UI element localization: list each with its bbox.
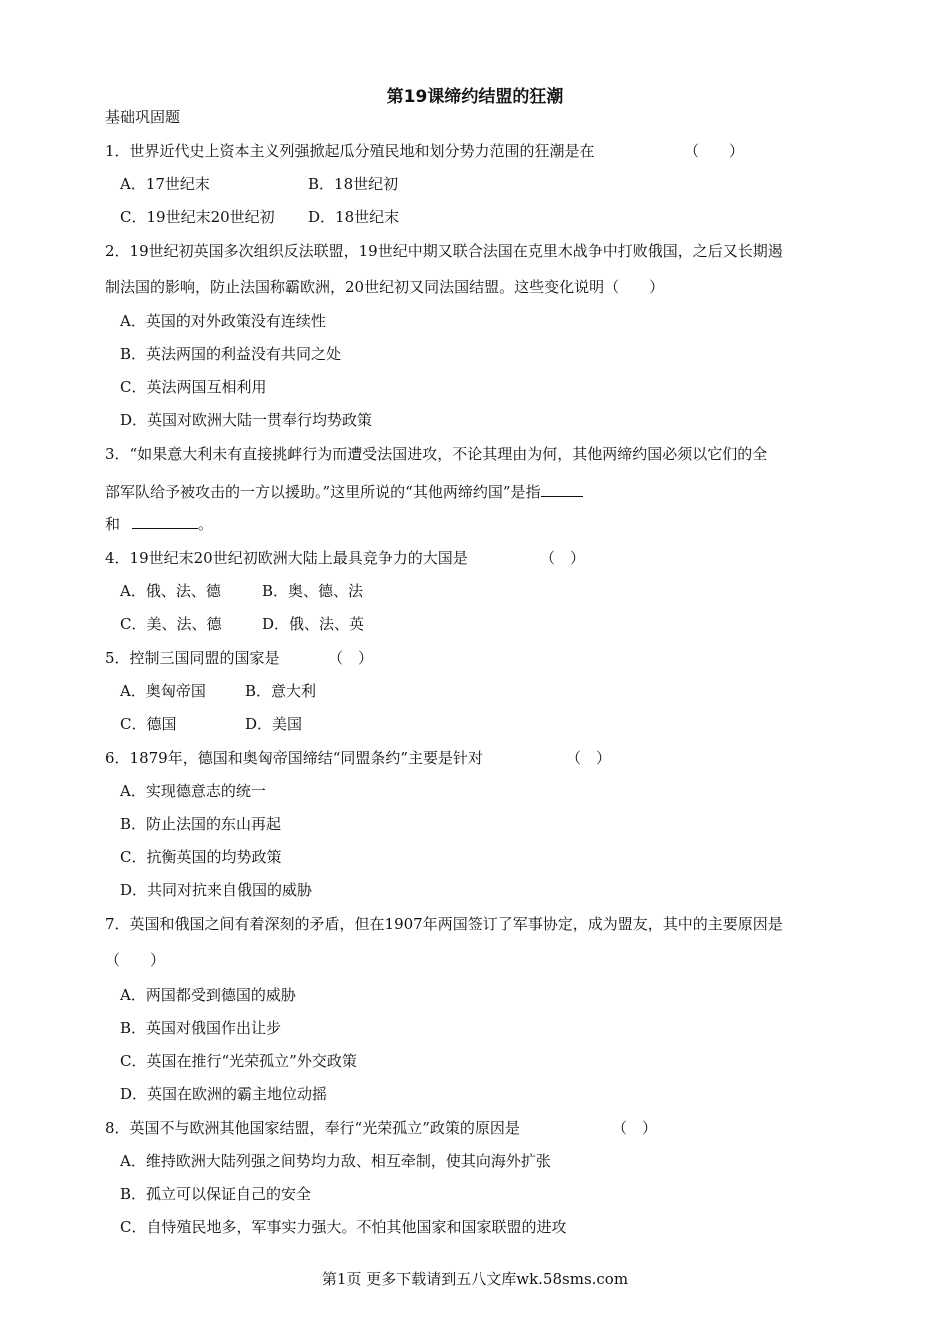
- question-7-answer-paren: （ ）: [105, 951, 166, 969]
- question-7-option-b: B．英国对俄国作出让步: [120, 1019, 282, 1037]
- question-6-option-a: A．实现德意志的统一: [120, 782, 266, 800]
- question-3-stem-line-3: 和 。: [105, 515, 214, 533]
- question-6-answer-paren: （ ）: [566, 749, 612, 767]
- question-8-answer-paren: （ ）: [612, 1119, 658, 1137]
- section-heading: 基础巩固题: [105, 108, 181, 126]
- question-8-stem: 8．英国不与欧洲其他国家结盟，奉行“光荣孤立”政策的原因是: [105, 1119, 520, 1137]
- question-4-answer-paren: （ ）: [540, 549, 586, 567]
- question-7-option-a: A．两国都受到德国的威胁: [120, 986, 296, 1004]
- question-6-option-b: B．防止法国的东山再起: [120, 815, 282, 833]
- question-5-option-b: B．意大利: [245, 682, 317, 700]
- question-1-option-d: D．18世纪末: [308, 208, 400, 226]
- question-5-option-d: D．美国: [245, 715, 303, 733]
- question-1-option-a: A．17世纪末: [120, 175, 210, 193]
- question-3-stem-line-2: [105, 482, 583, 502]
- question-5-option-c: C．德国: [120, 715, 177, 733]
- question-5-stem: 5．控制三国同盟的国家是: [105, 649, 280, 667]
- question-3-stem-line-1: 3．“如果意大利未有直接挑衅行为而遭受法国进攻，不论其理由为何，其他两缔约国必须以它们的全: [105, 445, 768, 463]
- question-3-blank-2: [132, 514, 198, 529]
- question-4-option-c: C．美、法、德: [120, 615, 222, 633]
- question-8-option-a: A．维持欧洲大陆列强之间势均力敌、相互牵制，使其向海外扩张: [120, 1152, 551, 1170]
- question-1-stem: [105, 141, 595, 161]
- question-7-option-d: D．英国在欧洲的霸主地位动摇: [120, 1085, 328, 1103]
- page-title: 第19课缔约结盟的狂潮: [386, 87, 564, 107]
- question-8-option-c: C．自恃殖民地多，军事实力强大。不怕其他国家和国家联盟的进攻: [120, 1218, 567, 1236]
- question-2-option-d: D．英国对欧洲大陆一贯奉行均势政策: [120, 411, 373, 429]
- question-1-answer-paren: （ ）: [684, 142, 745, 160]
- question-8-option-b: B．孤立可以保证自己的安全: [120, 1185, 312, 1203]
- page-footer: 第1页 更多下载请到五八文库wk.58sms.com: [321, 1270, 629, 1288]
- question-2-stem-line-1: 2．19世纪初英国多次组织反法联盟，19世纪中期又联合法国在克里木战争中打败俄国，之后又长期遏: [105, 242, 783, 260]
- question-1-text: 1．世界近代史上资本主义列强掀起瓜分殖民地和划分势力范围的狂潮是在: [105, 142, 595, 160]
- question-7-option-c: C．英国在推行“光荣孤立”外交政策: [120, 1052, 357, 1070]
- question-5-option-a: A．奥匈帝国: [120, 682, 206, 700]
- question-3-and: 和: [105, 515, 121, 533]
- question-3-text: 部军队给予被攻击的一方以援助。”这里所说的“其他两缔约国”是指: [105, 483, 541, 501]
- question-2-option-c: C．英法两国互相利用: [120, 378, 267, 396]
- question-5-answer-paren: （ ）: [328, 649, 374, 667]
- question-2-option-a: A．英国的对外政策没有连续性: [120, 312, 326, 330]
- question-6-option-c: C．抗衡英国的均势政策: [120, 848, 282, 866]
- question-1-option-b: B．18世纪初: [308, 175, 399, 193]
- question-4-option-b: B．奥、德、法: [262, 582, 364, 600]
- question-4-option-a: A．俄、法、德: [120, 582, 221, 600]
- question-6-option-d: D．共同对抗来自俄国的威胁: [120, 881, 313, 899]
- question-4-stem: 4．19世纪末20世纪初欧洲大陆上最具竞争力的大国是: [105, 549, 468, 567]
- question-1-option-c: C．19世纪末20世纪初: [120, 208, 275, 226]
- question-7-stem-line-1: 7．英国和俄国之间有着深刻的矛盾，但在1907年两国签订了军事协定，成为盟友，其中的主要原因是: [105, 915, 783, 933]
- question-3-blank-1: [541, 482, 583, 497]
- question-4-option-d: D．俄、法、英: [262, 615, 365, 633]
- question-6-stem: 6．1879年，德国和奥匈帝国缔结“同盟条约”主要是针对: [105, 749, 484, 767]
- question-2-option-b: B．英法两国的利益没有共同之处: [120, 345, 342, 363]
- question-2-stem-line-2: 制法国的影响，防止法国称霸欧洲，20世纪初又同法国结盟。这些变化说明（ ）: [105, 278, 665, 296]
